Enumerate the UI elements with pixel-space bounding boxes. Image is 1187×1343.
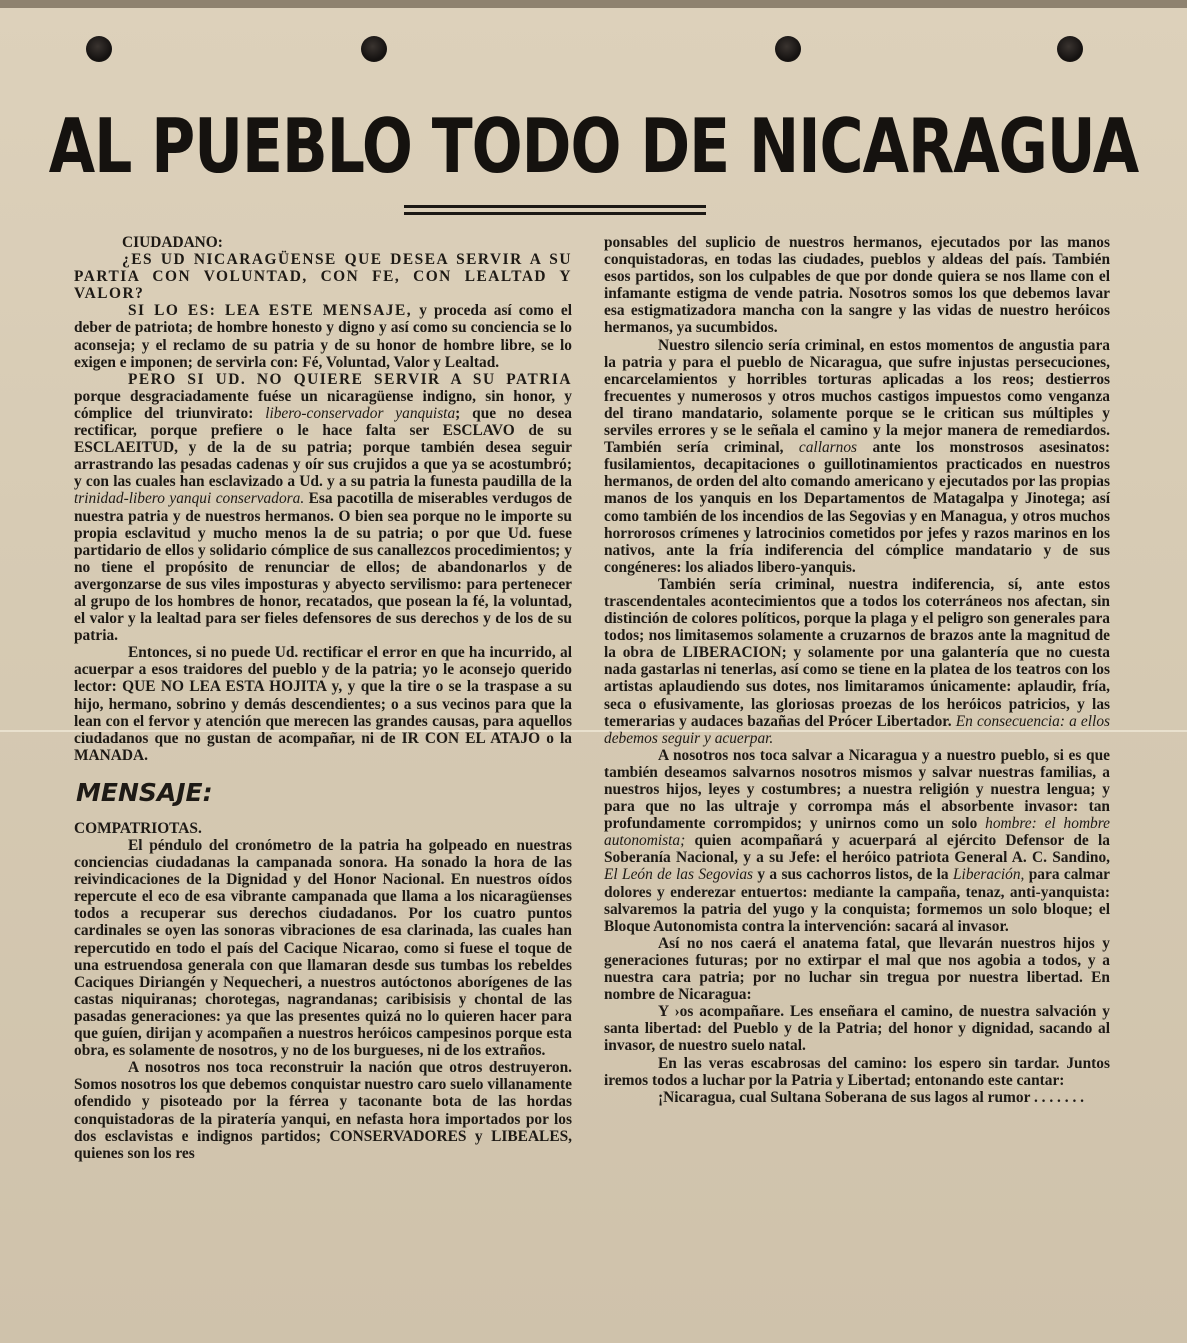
paragraph-text: Esa pacotilla de miserables verdugos de nuestra patria y de nuestros hermanos. O bien sea porque no le importe su propia esclavitud y mucho menos la de su patria; o por que Ud. fuese partidario de ellos y solidario cómplice de sus canallezcos procedimientos; y no tiene el propósito de renunciar de ellos; de abandonarlos y de avergonzarse de sus viles imposturas y abyecto servilismo: para pertenecer al grupo de los hombres de honor, recatados, que posean la fé, la voluntad, el valor y la lealtad para ser fieles defensores de sus derechos y de los de su patria. — [74, 490, 572, 645]
opening-question: ¿ES UD NICARAGÜENSE QUE DESEA SERVIR A SU PARTIA CON VOLUNTAD, CON FE, CON LEALTAD Y VALOR? — [74, 251, 572, 303]
pin-hole — [1057, 36, 1083, 62]
pin-hole — [775, 36, 801, 62]
paragraph-text: También sería criminal, nuestra indiferencia, sí, ante estos trascendentales acontecimientos que a todos los coterráneos nos afectan, sin distinción de colores políticos, porque la plaga y el peligro son generales para todos; nos limitasemos solamente a cruzarnos de brazos ante la magnitud de la obra de LIBERACION; y solamente por una galantería que no cuesta nada gastarlas ni tenerlas, así como se tiene en la platea de los teatros con los artistas aplaudiendo sus dotes, nos limitaramos únicamente: aplaudir, fría, seca o efusivamente, las gloriosas proezas de los heróicos patricios, y las temerarias y audaces bazañas del Prócer Libertador. — [604, 575, 1110, 730]
paragraph-text: ante los monstrosos asesinatos: fusilamientos, decapitaciones o guillotinamientos practicados en nuestros hermanos, de orden del alto comando americano y ejecutados por las propias manos de los yanquis en los Departamentos de Matagalpa y Jinotega; así como también de los incendios de las Segovias y en Managua, y otros muchos horrorosos crímenes y latrocinios cometidos por jefes y razos marinos en los nativos, ante la fría indiferencia del cómplice mandatario y de sus congéneres: los aliados libero-yanquis. — [604, 439, 1110, 576]
page-title: AL PUEBLO TODO DE NICARAGUA — [48, 103, 1139, 191]
title-rule — [404, 205, 706, 208]
paragraph — [604, 747, 1110, 935]
italic-text: hombre: el hombre autonomista; — [604, 815, 1110, 850]
paragraph-text: quien acompañará y acuerpará al ejército Defensor de la Soberanía Nacional, y a su Jefe: el heróico patriota General A. C. Sandino, — [604, 832, 1110, 867]
paragraph-text: Nuestro silencio sería criminal, en estos momentos de angustia para la patria y para el pueblo de Nicaragua, que sufre injustas persecuciones, encarcelamientos y horribles torturas aplicadas a los reos; destierros frecuentes y numerosos y otros muchos castigos impuestos como venganza del tirano mandatario, solamente porque se le critican sus múltiples y serviles errores y se le señala el camino y la mejor manera de remediardos. También sería criminal, — [604, 336, 1110, 457]
paragraph — [74, 371, 572, 645]
paragraph — [74, 302, 572, 370]
italic-text: libero-conservador yanquista — [265, 404, 456, 422]
paragraph: Entonces, si no puede Ud. rectificar el error en que ha incurrido, al acuerpar a esos traidores del pueblo y de la patria; yo le aconsejo querido lector: QUE NO LEA ESTA HOJITA y, y que la tire o se la traspase a su hijo, hermano, sobrino y demás descendientes; o a sus vecinos para que la lean con el fervor y atención que merecen las grandes causas, para aquellos ciudadanos que no gustan de acompañar, ni de IR CON EL ATAJO o la MANADA. — [74, 644, 572, 764]
paragraph: ponsables del suplicio de nuestros hermanos, ejecutados por las manos conquistadoras, en todas las ciudades, pueblos y aldeas del país. También esos partidos, son los culpables de que por donde quiera se nos llame con el infamante estigma de vende patria. Nosotros somos los que debemos lavar esa estigmatizadora mancha con la sangre y las vidas de nuestro heróicos hermanos, ya sucumbidos. — [604, 234, 1110, 337]
paragraph-text: y proceda así como el deber de patriota; de hombre honesto y digno y así como su conciencia se lo aconseja; y el reclamo de su patria y de su honor de hombre libre, se lo exigen e imponen; de servirla con: Fé, Voluntad, Valor y Lealtad. — [74, 302, 572, 371]
italic-text: Liberación, — [952, 866, 1025, 884]
italic-text: callarnos — [798, 439, 858, 457]
paragraph: En las veras escabrosas del camino: los espero sin tardar. Juntos iremos todos a luchar por la Patria y Libertad; entonando este cantar: — [604, 1054, 1110, 1089]
paragraph-text: A nosotros nos toca salvar a Nicaragua y a nuestro pueblo, si es que también deseamos salvarnos nosotros mismos y salvar nuestras familias, a nuestros hijos, leyes y costumbres; a nuestra religión y nuestra lengua; y para que no las ultraje y corrompa más el absorbente invasor: tan profundamente corrompidos; y unirnos como un solo — [604, 746, 1110, 833]
address-line: COMPATRIOTAS. — [74, 819, 202, 837]
paragraph-text: porque desgraciadamente fuése un nicaragüense indigno, sin honor, y cómplice del triunvirato: — [74, 387, 572, 422]
paragraph-text: para calmar dolores y enderezar entuertos: mediante la campaña, tenaz, anti-yanquista: salvaremos la patria del yugo y la conquista; formemos un solo bloque; el Bloque Autonomista contra la intervención: sacará al invasor. — [604, 866, 1111, 935]
anthem-verse: ¡Nicaragua, cual Sultana Soberana de sus lagos al rumor . . . . . . . — [658, 1088, 1084, 1106]
paragraph-text: y a sus cachorros listos, de la — [753, 866, 953, 884]
right-column — [604, 234, 1110, 1106]
paragraph — [604, 337, 1110, 576]
italic-text: En consecuencia: a ellos debemos seguir y acuerpar. — [604, 712, 1111, 747]
emphasis-text: PERO SI UD. NO QUIERE SERVIR A SU PATRIA — [128, 370, 572, 388]
paragraph: Así no nos caerá el anatema fatal, que llevarán nuestros hijos y generaciones futuras; por no extirpar el mal que nos agobia a todos, y a nuestra cara patria; por no luchar sin tregua por nuestra libertad. En nombre de Nicaragua: — [604, 934, 1110, 1004]
emphasis-text: SI LO ES: LEA ESTE MENSAJE, — [128, 302, 413, 320]
paragraph: A nosotros nos toca reconstruir la nación que otros destruyeron. Somos nosotros los que debemos conquistar nuestro caro suelo villanamente ofendido y pisoteado por la férrea y taconante bota de las hordas conquistadoras de la piratería yanqui, en nefasta hora importados por los dos esclavistas e indignos partidos; CONSERVADORES y LIBEALES, quienes son los res — [74, 1059, 572, 1162]
pin-hole — [361, 36, 387, 62]
paragraph — [604, 576, 1110, 747]
section-heading: MENSAJE: — [76, 777, 213, 807]
paragraph-text: ; que no desea rectificar, porque prefiere o le hace falta ser ESCLAVO de su ESCLAEITUD, y de la de su patria; porque también desea seguir arrastrando las pesadas cadenas y oír sus crujidos a que ya se acostumbró; y con las cuales han esclavizado a Ud. y a su patria la funesta paudilla de la — [74, 404, 573, 491]
paragraph: El péndulo del cronómetro de la patria ha golpeado en nuestras conciencias ciudadanas la campanada sonora. Ha sonado la hora de las reivindicaciones de la Dignidad y del Honor Nacional. En nuestros oídos repercute el eco de esa vibrante campanada que llama a los nicaragüenses todos a recuperar sus derechos ciudadanos. Por los cuatro puntos cardinales se oyen las sonoras vibraciones de esa clarinada, las cuales han repercutido en todo el país del Cacique Nicarao, como si fuese el toque de una estruendosa generala con que llamaran desde sus tumbas los rebeldes Caciques Diriangén y Nequecheri, a nuestros autóctonos aborígenes de las castas niquiranas; chorotegas, nagrandanas; caribisisis y chontal de las pasadas generaciones: ya que las presentes quizá no lo quieren hacer para que guíen, dirijan y acompañen a nuestros heróicos campesinos porque esta obra, es solamente de nosotros, y no de los burgueses, ni de los extraños. — [74, 837, 572, 1060]
italic-text: trinidad-libero yanqui conservadora. — [74, 490, 305, 508]
left-column — [74, 234, 572, 1162]
salutation: CIUDADANO: — [122, 234, 223, 251]
pin-hole — [86, 36, 112, 62]
title-rule — [404, 212, 706, 215]
paragraph: Y ›os acompañare. Les enseñara el camino, de nuestra salvación y santa libertad: del Pueblo y de la Patria; del honor y dignidad, sacando al invasor, de nuestro suelo natal. — [604, 1003, 1110, 1055]
italic-text: El León de las Segovias — [604, 866, 754, 884]
